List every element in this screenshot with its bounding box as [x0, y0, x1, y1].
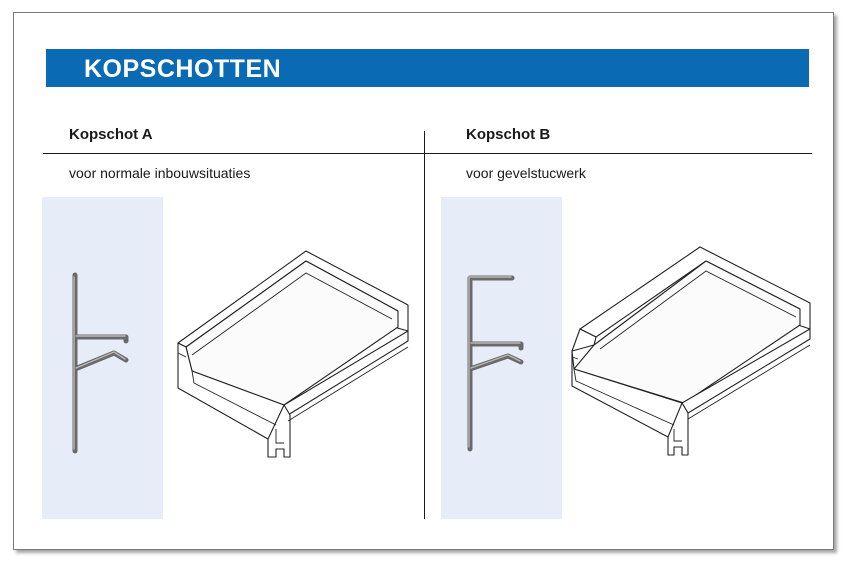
page-title: KOPSCHOTTEN: [84, 55, 282, 83]
sill-a-drawing: [172, 243, 412, 468]
header-divider: [43, 153, 812, 154]
header-banner: [46, 49, 809, 87]
column-b-title: Kopschot B: [466, 126, 551, 143]
profile-a-icon: [42, 197, 163, 519]
column-divider: [424, 131, 425, 519]
sill-a-icon: [172, 243, 412, 468]
column-a-subtitle: voor normale inbouwsituaties: [69, 165, 251, 181]
column-b-subtitle: voor gevelstucwerk: [466, 165, 586, 181]
product-card: [13, 12, 834, 550]
sill-b-drawing: [564, 241, 814, 466]
sill-b-icon: [564, 241, 814, 466]
profile-a-panel: [42, 197, 163, 519]
column-a-title: Kopschot A: [69, 126, 153, 143]
profile-b-icon: [441, 197, 562, 519]
profile-b-panel: [441, 197, 562, 519]
